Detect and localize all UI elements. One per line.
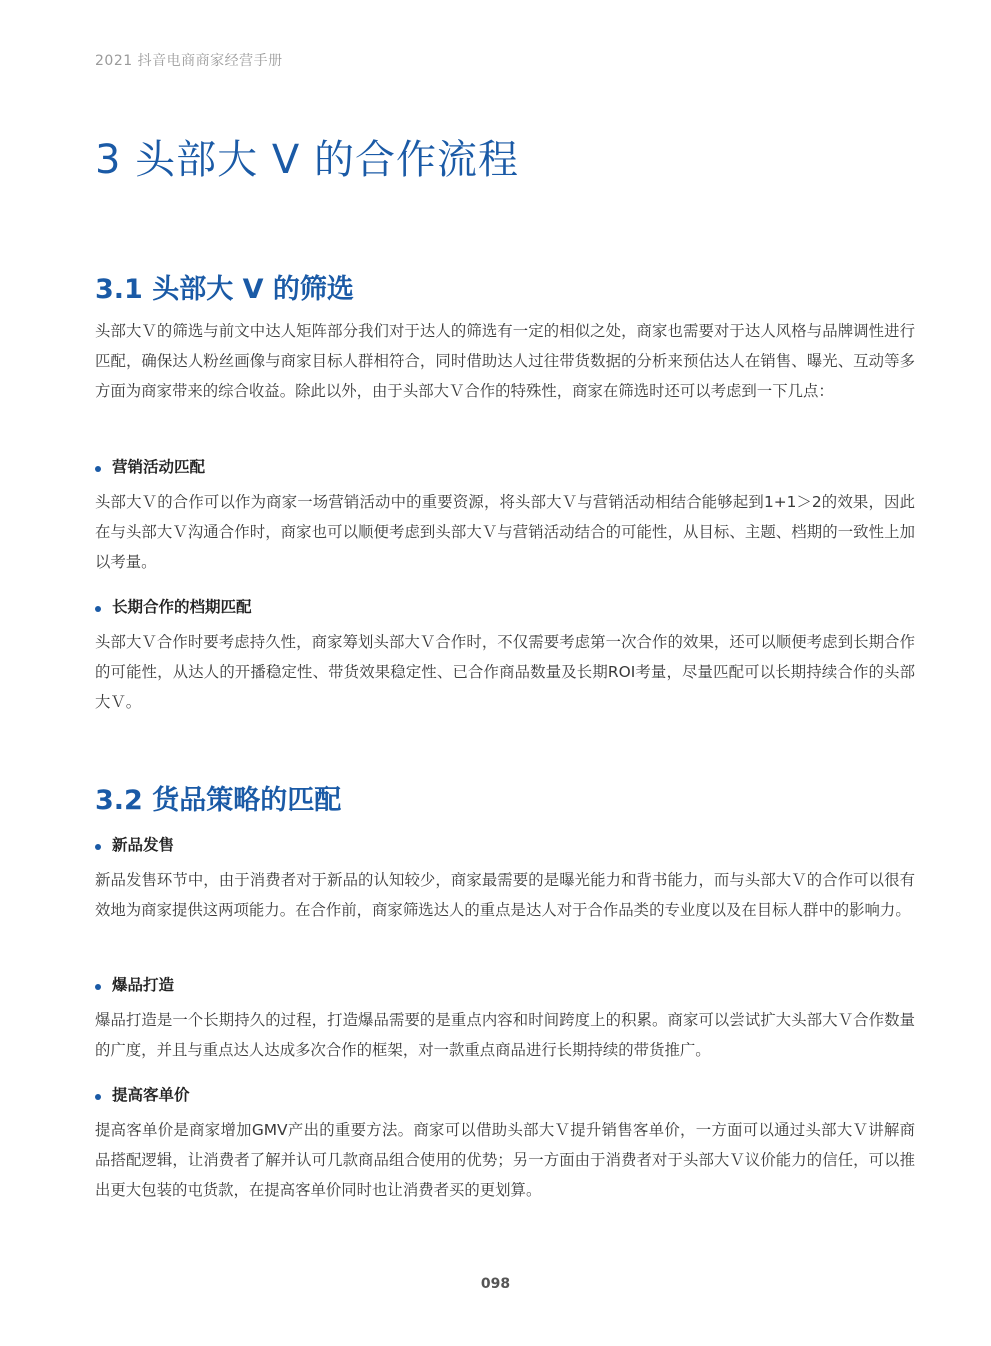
subhead-label: 提高客单价 (112, 1086, 190, 1104)
paragraph-raise-order-value: 提高客单价是商家增加GMV产出的重要方法。商家可以借助头部大Ｖ提升销售客单价，一方面可以通过头部大Ｖ讲解商品搭配逻辑，让消费者了解并认可几款商品组合使用的优势；另一方面由于消费者对于头部大Ｖ议价能力的信任，可以推出更大包装的屯货款，在提高客单价同时也让消费者买的更划算。 (95, 1121, 915, 1199)
subhead-long-term-schedule (95, 595, 252, 619)
bullet-icon (95, 1094, 101, 1100)
paragraph-long-term-schedule: 头部大Ｖ合作时要考虑持久性，商家筹划头部大Ｖ合作时，不仅需要考虑第一次合作的效果，还可以顺便考虑到长期合作的可能性，从达人的开播稳定性、带货效果稳定性、已合作商品数量及长期ROI考量，尽量匹配可以长期持续合作的头部大Ｖ。 (95, 633, 915, 711)
bullet-icon (95, 844, 101, 850)
bullet-icon (95, 466, 101, 472)
subhead-new-product-launch (95, 833, 174, 857)
subhead-label: 爆品打造 (112, 976, 175, 994)
subhead-label: 长期合作的档期匹配 (112, 598, 252, 616)
subhead-label: 营销活动匹配 (112, 458, 206, 476)
bullet-icon (95, 984, 101, 990)
subhead-label: 新品发售 (112, 836, 175, 854)
subhead-raise-order-value (95, 1083, 190, 1107)
section-title-3-2: 3.2 货品策略的匹配 (95, 785, 342, 816)
paragraph-new-product-launch: 新品发售环节中，由于消费者对于新品的认知较少，商家最需要的是曝光能力和背书能力，而与头部大Ｖ的合作可以很有效地为商家提供这两项能力。在合作前，商家筛选达人的重点是达人对于合作品类的专业度以及在目标人群中的影响力。 (95, 871, 915, 919)
subhead-marketing-match (95, 455, 205, 479)
section-title-3-1: 3.1 头部大 V 的筛选 (95, 274, 354, 305)
running-header: 2021 抖音电商商家经营手册 (95, 53, 283, 69)
page-number: 098 (480, 1276, 511, 1292)
subhead-hit-product (95, 973, 174, 997)
paragraph-marketing-match: 头部大Ｖ的合作可以作为商家一场营销活动中的重要资源，将头部大Ｖ与营销活动相结合能够起到1+1＞2的效果，因此在与头部大Ｖ沟通合作时，商家也可以顺便考虑到头部大Ｖ与营销活动结合的可能性，从目标、主题、档期的一致性上加以考量。 (95, 493, 915, 571)
section-3-1-intro-paragraph: 头部大Ｖ的筛选与前文中达人矩阵部分我们对于达人的筛选有一定的相似之处，商家也需要对于达人风格与品牌调性进行匹配，确保达人粉丝画像与商家目标人群相符合，同时借助达人过往带货数据的分析来预估达人在销售、曝光、互动等多方面为商家带来的综合收益。除此以外，由于头部大Ｖ合作的特殊性，商家在筛选时还可以考虑到一下几点： (95, 322, 915, 400)
paragraph-hit-product: 爆品打造是一个长期持久的过程，打造爆品需要的是重点内容和时间跨度上的积累。商家可以尝试扩大头部大Ｖ合作数量的广度，并且与重点达人达成多次合作的框架，对一款重点商品进行长期持续的带货推广。 (95, 1011, 915, 1059)
chapter-title: 3 头部大 V 的合作流程 (95, 137, 519, 183)
bullet-icon (95, 606, 101, 612)
